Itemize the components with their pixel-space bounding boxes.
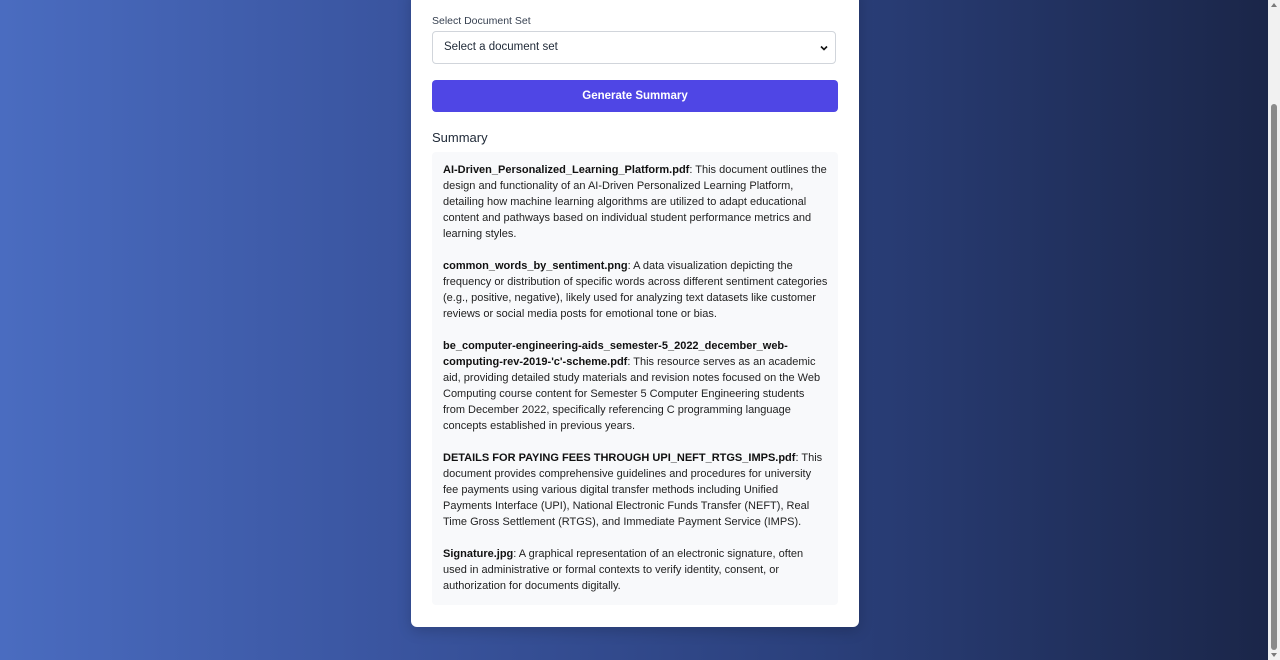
entry-filename: be_computer-engineering-aids_semester-5_2022_december_web-computing-rev-2019-'c'-scheme.pdf — [443, 340, 788, 368]
chevron-down-icon — [819, 43, 829, 53]
entry-filename: DETAILS FOR PAYING FEES THROUGH UPI_NEFT_RTGS_IMPS.pdf — [443, 452, 796, 464]
entry-filename: AI-Driven_Personalized_Learning_Platform.pdf — [443, 164, 690, 176]
summary-entry — [443, 338, 828, 434]
select-value: Select a document set — [444, 41, 558, 53]
scroll-up-icon[interactable] — [1271, 3, 1277, 7]
summary-entry — [443, 450, 828, 530]
summary-card — [411, 0, 859, 627]
scrollbar-thumb[interactable] — [1271, 104, 1277, 650]
summary-entry — [443, 162, 828, 242]
summary-heading: Summary — [432, 130, 488, 145]
entry-description: : This document outlines the design and functionality of an AI-Driven Personalized Learning Platform, detailing how machine learning algorithms are utilized to adapt educational content and pathways based on individual student performance metrics and learning styles. — [443, 164, 827, 240]
summary-entry — [443, 258, 828, 322]
summary-entry — [443, 546, 828, 594]
generate-summary-button[interactable]: Generate Summary — [432, 80, 838, 112]
entry-description: : This document provides comprehensive guidelines and procedures for university fee payments using various digital transfer methods including Unified Payments Interface (UPI), National Electronic Funds Transfer (NEFT), Real Time Gross Settlement (RTGS), and Immediate Payment Service (IMPS). — [443, 452, 823, 528]
entry-description: : This resource serves as an academic aid, providing detailed study materials and revision notes focused on the Web Computing course content for Semester 5 Computer Engineering students from December 2022, specifically referencing C programming language concepts established in previous years. — [443, 356, 821, 432]
entry-filename: Signature.jpg — [443, 548, 514, 560]
scroll-down-icon[interactable] — [1271, 653, 1277, 657]
document-set-select[interactable] — [432, 31, 836, 64]
select-label: Select Document Set — [432, 15, 531, 27]
entry-description: : A data visualization depicting the frequency or distribution of specific words across different sentiment categories (e.g., positive, negative), likely used for analyzing text datasets like customer reviews or social media posts for emotional tone or bias. — [443, 260, 828, 320]
entry-filename: common_words_by_sentiment.png — [443, 260, 628, 272]
page-scrollbar[interactable] — [1268, 0, 1280, 660]
entry-description: : A graphical representation of an electronic signature, often used in administrative or formal contexts to verify identity, consent, or authorization for documents digitally. — [443, 548, 804, 592]
summary-panel — [432, 152, 838, 605]
